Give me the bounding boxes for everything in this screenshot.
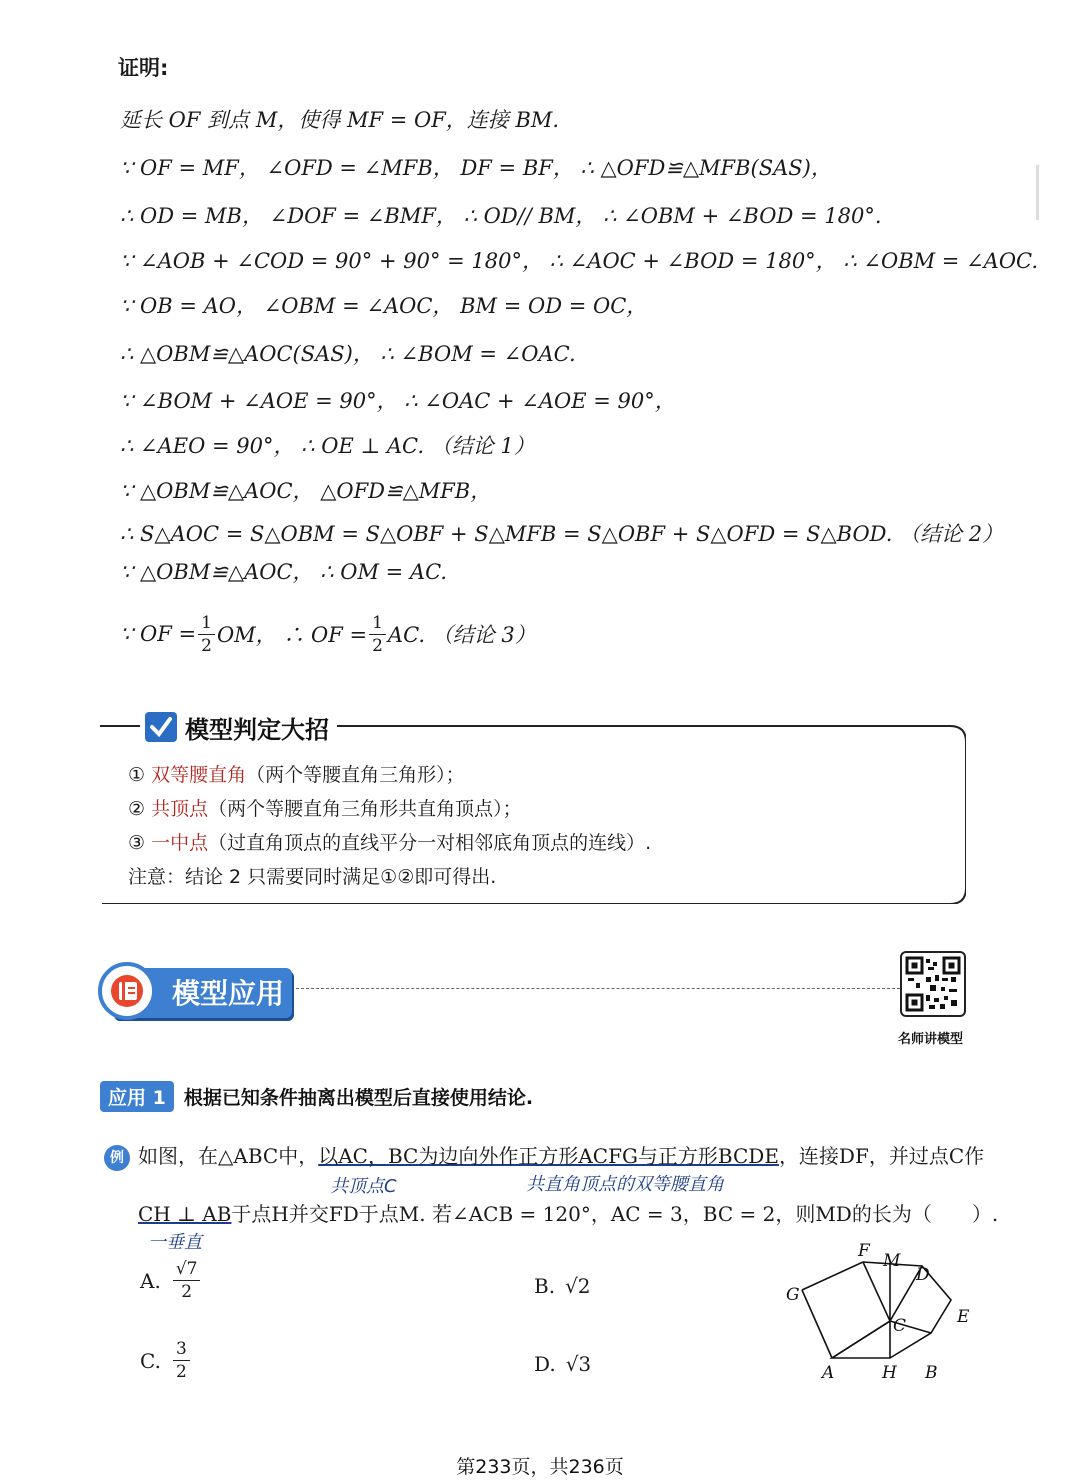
item-key: 双等腰直角 (151, 764, 247, 786)
qr-caption: 名师讲模型 (898, 1032, 964, 1047)
example-icon: 例 (104, 1145, 130, 1171)
proof-line-5: ∵ OB = AO， ∠OBM = ∠AOC， BM = OD = OC， (120, 294, 648, 318)
judgement-item-3 (128, 828, 651, 855)
label-f: F (858, 1241, 870, 1261)
item-key: 一中点 (151, 832, 209, 854)
item-key: 共顶点 (151, 798, 209, 820)
option-a-fraction (173, 1258, 201, 1303)
example-line-1 (104, 1140, 984, 1171)
denominator: 2 (175, 1362, 187, 1382)
option-label: A. (140, 1268, 161, 1293)
option-c-fraction (173, 1338, 190, 1383)
page-footer: 第233页，共236页 (456, 1456, 624, 1478)
label-a: A (822, 1363, 835, 1383)
proof-line-3: ∴ OD = MB， ∠DOF = ∠BMF， ∴ OD// BM， ∴ ∠OBM + ∠BOD = 180°. (120, 204, 882, 228)
option-a[interactable] (140, 1258, 202, 1303)
handwritten-note-3: 一垂直 (148, 1232, 202, 1253)
handwritten-note-1: 共顶点C (330, 1176, 397, 1197)
option-c[interactable] (140, 1338, 192, 1383)
option-label: C. (140, 1348, 161, 1373)
denominator: 2 (181, 1282, 193, 1302)
proof-line-8: ∴ ∠AEO = 90°， ∴ OE ⊥ AC. （结论 1） (120, 434, 535, 458)
option-b[interactable] (534, 1274, 591, 1298)
numerator: 1 (369, 612, 386, 635)
banner-book-icon (98, 962, 156, 1020)
section-banner (98, 960, 294, 1024)
option-value: √2 (565, 1274, 591, 1298)
label-d: D (916, 1265, 930, 1285)
proof-line-9: ∵ △OBM≌△AOC， △OFD≌△MFB， (120, 479, 492, 503)
application-header (100, 1081, 533, 1111)
item-number: ③ (128, 832, 146, 854)
numerator: 1 (198, 612, 215, 635)
denominator: 2 (372, 635, 383, 656)
label-e: E (957, 1307, 970, 1327)
example-underlined-b: 以AC，BC为边向外作正方形ACFG与正方形BCDE (318, 1144, 779, 1168)
proof-line-2: ∵ OF = MF， ∠OFD = ∠MFB， DF = BF， ∴ △OFD≌△MFB(SAS)， (120, 156, 832, 180)
fraction-one-half-a (198, 612, 215, 657)
judgement-title (145, 710, 337, 744)
proof-line-10: ∴ S△AOC = S△OBM = S△OBF + S△MFB = S△OBF + S△OFD = S△BOD. （结论 2） (120, 522, 1004, 546)
option-d[interactable] (534, 1352, 591, 1376)
example-text-c: ，连接DF，并过点C作 (778, 1144, 985, 1168)
denominator: 2 (201, 635, 212, 656)
label-g: G (786, 1285, 800, 1305)
scan-edge-mark (1036, 165, 1039, 220)
geometry-figure (776, 1238, 976, 1388)
frac-text-c: AC. （结论 3） (387, 623, 536, 647)
judgement-note: 注意：结论 2 只需要同时满足①②即可得出. (128, 866, 497, 888)
item-text: （两个等腰直角三角形共直角顶点）； (208, 798, 522, 820)
checkbox-icon (145, 712, 177, 742)
proof-line-7: ∵ ∠BOM + ∠AOE = 90°， ∴ ∠OAC + ∠AOE = 90°， (120, 389, 676, 413)
label-b: B (925, 1363, 938, 1383)
handwritten-note-2: 共直角顶点的双等腰直角 (526, 1174, 724, 1195)
proof-line-12 (120, 606, 536, 662)
example-line-2 (138, 1198, 998, 1227)
judgement-item-1 (128, 760, 465, 787)
proof-line-4: ∵ ∠AOB + ∠COD = 90° + 90° = 180°， ∴ ∠AOC + ∠BOD = 180°， ∴ ∠OBM = ∠AOC. (120, 249, 1039, 273)
option-label: B. (534, 1274, 556, 1298)
label-h: H (882, 1363, 897, 1383)
application-desc: 根据已知条件抽离出模型后直接使用结论. (183, 1086, 534, 1109)
proof-line-6: ∴ △OBM≌△AOC(SAS)， ∴ ∠BOM = ∠OAC. (120, 342, 576, 366)
example-text-line2: 于点H并交FD于点M. 若∠ACB = 120°，AC = 3，BC = 2，则MD的长为（ ）. (231, 1202, 999, 1226)
label-c: C (893, 1316, 907, 1336)
numerator: 3 (173, 1338, 190, 1361)
item-text: （过直角顶点的直线平分一对相邻底角顶点的连线）. (208, 832, 652, 854)
application-tag: 应用 1 (100, 1081, 174, 1112)
section-dashed-line (296, 988, 900, 989)
item-number: ② (128, 798, 146, 820)
frac-text-b: OM， ∴ OF = (216, 623, 368, 647)
item-text: （两个等腰直角三角形）； (246, 764, 465, 786)
example-text-a: 如图，在△ABC中， (138, 1144, 319, 1168)
proof-line-1: 延长 OF 到点 M，使得 MF = OF，连接 BM. (120, 108, 560, 132)
item-number: ① (128, 764, 146, 786)
judgement-title-text: 模型判定大招 (185, 715, 329, 744)
frac-text-a: ∵ OF = (120, 622, 197, 646)
option-label: D. (534, 1352, 556, 1376)
numerator: √7 (173, 1258, 201, 1281)
judgement-item-2 (128, 794, 522, 821)
example-underlined-ch: CH ⊥ AB (138, 1202, 232, 1226)
fraction-one-half-b (369, 612, 386, 657)
label-m: M (883, 1251, 901, 1271)
section-title: 模型应用 (172, 977, 285, 1010)
proof-line-11: ∵ △OBM≌△AOC， ∴ OM = AC. (120, 560, 448, 584)
option-value: √3 (565, 1352, 592, 1376)
proof-heading: 证明: (118, 56, 169, 80)
qr-code-icon[interactable] (900, 951, 966, 1017)
